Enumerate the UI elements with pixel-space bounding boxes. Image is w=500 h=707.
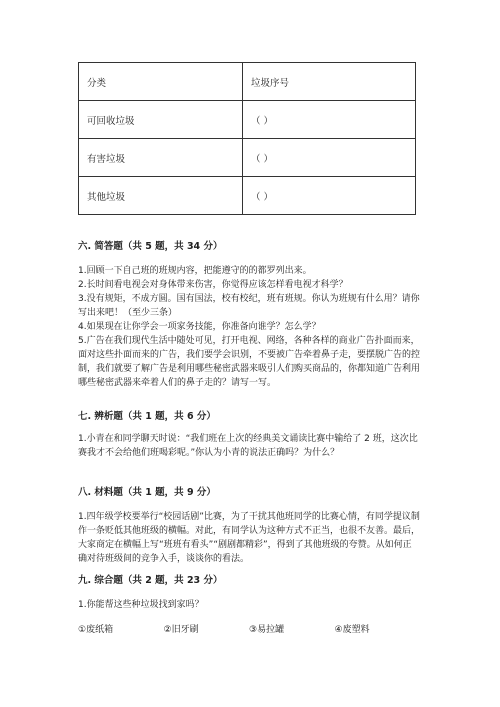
question-text: 5.广告在我们现代生活中随处可见，打开电视、网络，各种各样的商业广告扑面而来，面对这些扑面而来的广告，我们要学会识别，不要被广告牵着鼻子走，要摆脱广告的控制，我们就要了解广告是利用哪些秘密武器来吸引人们购买商品的，你都知道广告利用哪些秘密武器来牵着人们的鼻子走的？请写一写。 [78, 336, 421, 388]
option-item: ①废纸箱 [78, 625, 114, 635]
question-text: 1.小青在和同学聊天时说：“我们班在上次的经典美文诵读比赛中输给了 2 班，这次比赛我才不会给他们班喝彩呢。”你认为小青的说法正确吗？为什么？ [78, 434, 418, 458]
table-row [79, 177, 416, 215]
row-category: 有害垃圾 [79, 139, 243, 177]
answer-blank[interactable]: （ ） [243, 101, 416, 139]
question-text: 3.没有规矩，不成方圆。国有国法，校有校纪，班有班规。你认为班规有什么用？请你写出来吧！（至少三条） [78, 294, 420, 318]
answer-blank[interactable]: （ ） [243, 139, 416, 177]
section-7-title: 七. 辨析题（共 1 题，共 6 分） [78, 411, 216, 422]
table-row [79, 101, 416, 139]
section-8-questions [78, 510, 420, 566]
section-6-title: 六. 简答题（共 5 题，共 34 分） [78, 241, 223, 252]
section-9-q1: 1.你能帮这些种垃圾找到家吗？ [78, 600, 204, 610]
garbage-sort-table [78, 62, 416, 215]
row-category: 可回收垃圾 [79, 101, 243, 139]
row-category: 其他垃圾 [79, 177, 243, 215]
header-number: 垃圾序号 [243, 63, 416, 101]
table-header-row [79, 63, 416, 101]
question-text: 1.回顾一下自己班的班规内容，把能遵守的的都罗列出来。 [78, 266, 312, 276]
option-item: ④废塑料 [334, 625, 370, 635]
section-7-questions [78, 432, 420, 460]
option-item: ③易拉罐 [249, 625, 285, 635]
option-item: ②旧牙刷 [163, 625, 199, 635]
question-text: 2.长时间看电视会对身体带来伤害，你觉得应该怎样看电视才科学？ [78, 280, 348, 290]
header-category: 分类 [79, 63, 243, 101]
section-6-questions [78, 264, 420, 390]
options-row [78, 622, 420, 635]
answer-blank[interactable]: （ ） [243, 177, 416, 215]
question-text: 4.如果现在让你学会一项家务技能，你准备向谁学？怎么学？ [78, 322, 321, 332]
table-row [79, 139, 416, 177]
section-9-title: 九. 综合题（共 2 题，共 23 分） [78, 575, 223, 586]
section-8-title: 八. 材料题（共 1 题，共 9 分） [78, 487, 216, 498]
question-text: 1.四年级学校要举行“校园话剧”比赛，为了干扰其他班同学的比赛心情，有同学提议制作一条贬低其他班级的横幅。对此，有同学认为这种方式不正当，也很不友善。最后，大家商定在横幅上写“班班有看头”“剧剧都精彩”，得到了其他班级的夸赞。从如何正确对待班级间的竞争入手，谈谈你的看法。 [78, 512, 421, 564]
